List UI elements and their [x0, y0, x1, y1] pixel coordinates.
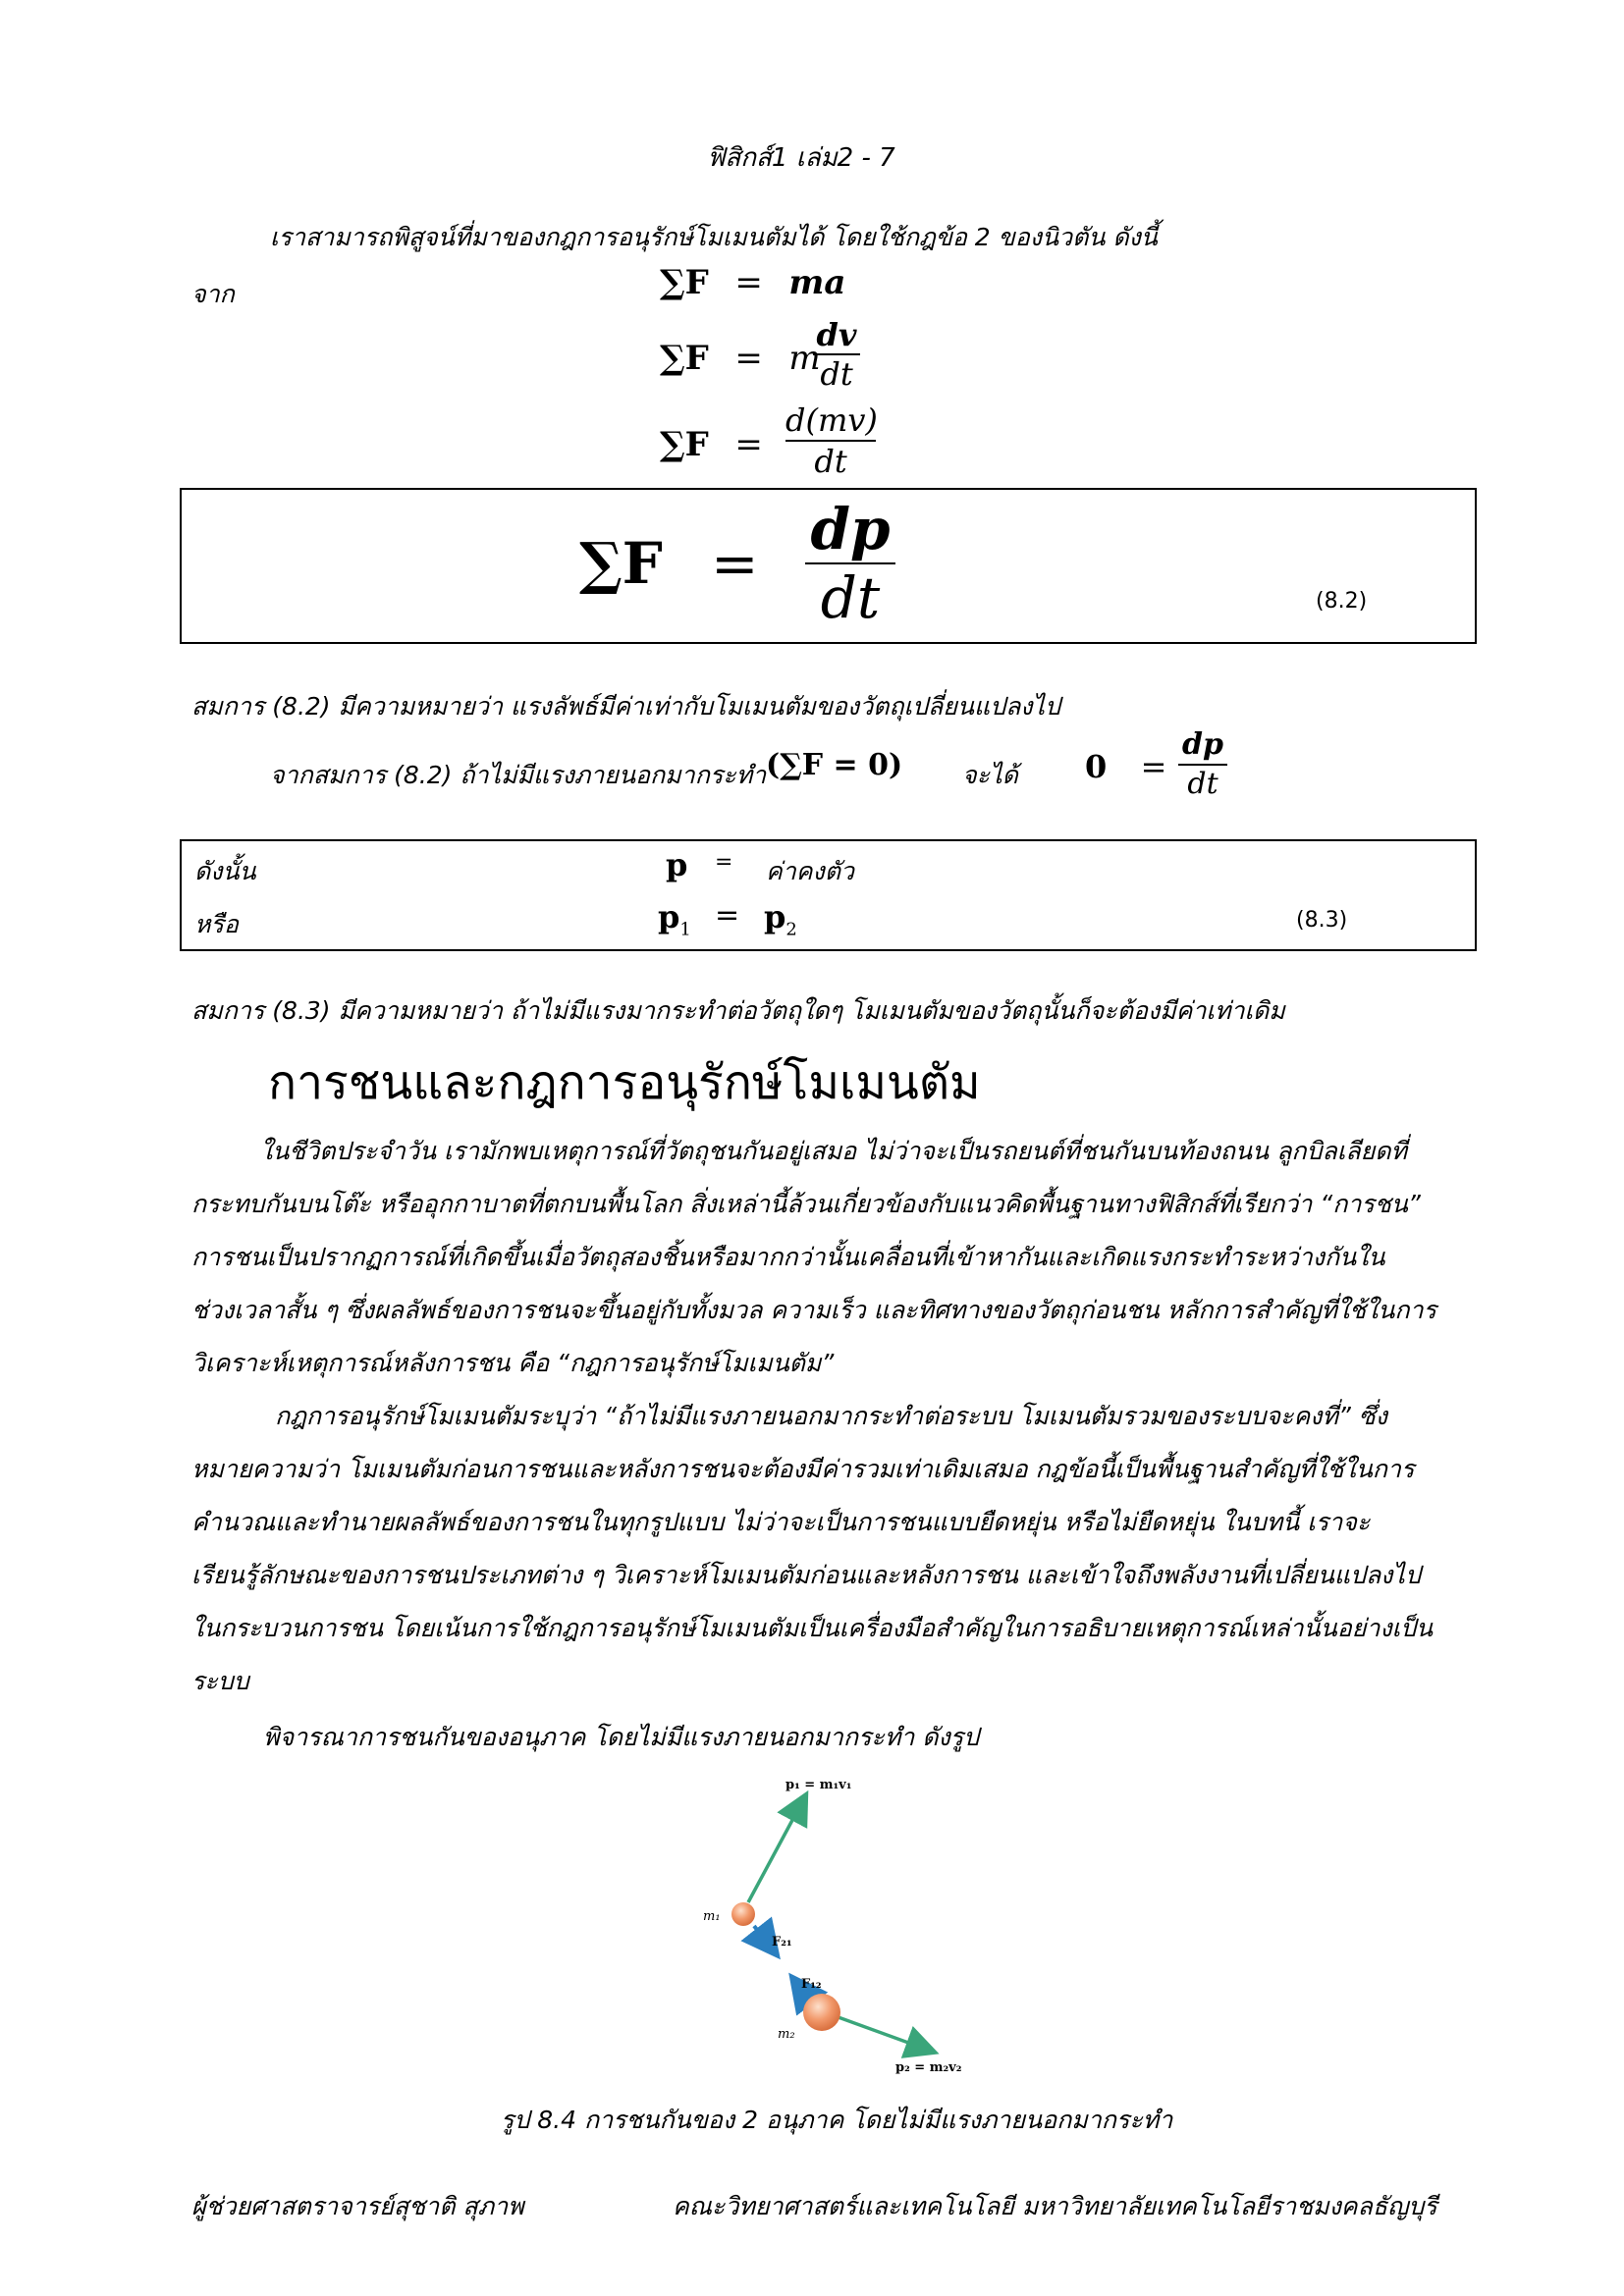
condition: (∑F = 0)	[766, 748, 903, 782]
p2-label: p₂ = m₂v₂	[895, 2060, 962, 2075]
sum-f: ∑F	[660, 263, 709, 302]
paragraph-line: วิเคราะห์เหตุการณ์หลังการชน คือ “กฎการอนุรักษ์โมเมนตัม”	[191, 1349, 835, 1377]
paragraph-line: เรียนรู้ลักษณะของการชนประเภทต่าง ๆ วิเคราะห์โมเมนตัมก่อนและหลังการชน และเข้าใจถึงพลังงานที่เปลี่ยนแปลงไป	[191, 1561, 1421, 1589]
p1-arrow	[748, 1796, 805, 1902]
p1-label: p₁ = m₁v₁	[785, 1778, 852, 1792]
equals-sign: =	[715, 898, 740, 933]
momentum-p1	[658, 898, 691, 939]
particle-m1	[731, 1902, 755, 1926]
subscript: 2	[785, 919, 797, 940]
subscript: 1	[679, 919, 691, 940]
equation-number-8-3: (8.3)	[1296, 908, 1348, 933]
denominator: dt	[785, 440, 876, 481]
equation-number-8-2: (8.2)	[1316, 589, 1368, 614]
f12-label: F₁₂	[801, 1977, 822, 1992]
or-label: หรือ	[194, 910, 239, 938]
denominator: dt	[813, 353, 860, 393]
numerator: dp	[1182, 727, 1223, 762]
momentum-p2	[764, 898, 797, 939]
ma-term: ma	[788, 263, 846, 302]
collision-figure	[677, 1767, 1031, 2091]
paragraph-collision-intro	[191, 1125, 1478, 1390]
paragraph-line: การชนเป็นปรากฏการณ์ที่เกิดขึ้นเมื่อวัตถุสองชิ้นหรือมากกว่านั้นเคลื่อนที่เข้าหากันและเกิดแรงกระทำระหว่างกันใน	[191, 1243, 1385, 1271]
sum-f: ∑F	[579, 530, 663, 597]
fraction-dp-dt-large	[805, 496, 895, 631]
paragraph-line: ช่วงเวลาสั้น ๆ ซึ่งผลลัพธ์ของการชนจะขึ้นอยู่กับทั้งมวล ความเร็ว และทิศทางของวัตถุก่อนชน หลักการสำคัญที่ใช้ในการ	[191, 1296, 1436, 1324]
equals-sign: =	[1140, 748, 1167, 785]
footer-affiliation: คณะวิทยาศาสตร์และเทคโนโลยี มหาวิทยาลัยเทคโนโลยีราชมงคลธัญบุรี	[673, 2192, 1437, 2220]
intro-sentence: เราสามารถพิสูจน์ที่มาของกฎการอนุรักษ์โมเมนตัมได้ โดยใช้กฎข้อ 2 ของนิวตัน ดังนี้	[270, 223, 1158, 251]
momentum-p: p	[666, 846, 688, 883]
numerator: dv	[816, 316, 857, 353]
figure-caption: รูป 8.4 การชนกันของ 2 อนุภาค โดยไม่มีแรงภายนอกมากระทำ	[501, 2106, 1173, 2134]
p2-arrow	[825, 2012, 933, 2052]
sum-f: ∑F	[660, 425, 709, 464]
paragraph-line: กระทบกันบนโต๊ะ หรืออุกกาบาตที่ตกบนพื้นโลก สิ่งเหล่านี้ล้วนเกี่ยวข้องกับแนวคิดพื้นฐานทางฟิสิกส์ที่เรียกว่า “การชน”	[191, 1190, 1421, 1218]
equals-sign: =	[734, 263, 763, 302]
consider-sentence: พิจารณาการชนกันของอนุภาค โดยไม่มีแรงภายนอกมากระทำ ดังรูป	[263, 1723, 980, 1751]
fraction-dv-dt	[813, 316, 860, 393]
denominator: dt	[805, 562, 895, 631]
meaning-8-2: สมการ (8.2) มีความหมายว่า แรงลัพธ์มีค่าเท่ากับโมเมนตัมของวัตถุเปลี่ยนแปลงไป	[191, 692, 1060, 721]
symbol: p	[764, 898, 786, 935]
derivation-line-1	[660, 263, 845, 302]
mass-coef: m	[788, 339, 821, 378]
section-title: การชนและกฎการอนุรักษ์โมเมนตัม	[268, 1055, 981, 1110]
equals-sign: =	[734, 339, 763, 378]
paragraph-line: ในชีวิตประจำวัน เรามักพบเหตุการณ์ที่วัตถุชนกันอยู่เสมอ ไม่ว่าจะเป็นรถยนต์ที่ชนกันบนท้องถนน ลูกบิลเลียดที่	[260, 1137, 1407, 1165]
constant-label: ค่าคงตัว	[766, 857, 854, 885]
equals-sign: =	[710, 530, 759, 597]
paragraph-line: ระบบ	[191, 1667, 249, 1695]
fraction-dmv-dt	[785, 400, 876, 481]
zero-force-text: จากสมการ (8.2) ถ้าไม่มีแรงภายนอกมากระทำ	[270, 761, 767, 789]
paragraph-line: กฎการอนุรักษ์โมเมนตัมระบุว่า “ถ้าไม่มีแรงภายนอกมากระทำต่อระบบ โมเมนตัมรวมของระบบจะคงที่” ซึ่ง	[275, 1402, 1387, 1430]
derivation-line-2	[660, 339, 821, 378]
derivation-line-3	[660, 425, 779, 464]
numerator: dp	[810, 496, 891, 562]
m1-label: m₁	[703, 1909, 721, 1924]
page-header: ฟิสิกส์1 เล่ม2 - 7	[707, 143, 895, 173]
footer-author: ผู้ช่วยศาสตราจารย์สุชาติ สุภาพ	[191, 2192, 524, 2220]
zero-value: 0	[1085, 748, 1108, 785]
fraction-dp-dt-small	[1178, 726, 1227, 803]
f21-label: F₂₁	[772, 1935, 792, 1949]
symbol: p	[658, 898, 680, 935]
paragraph-line: ในกระบวนการชน โดยเน้นการใช้กฎการอนุรักษ์โมเมนตัมเป็นเครื่องมือสำคัญในการอธิบายเหตุการณ์เหล่านั้นอย่างเป็น	[191, 1614, 1434, 1642]
equals-sign-small: =	[715, 850, 733, 875]
denominator: dt	[1178, 764, 1227, 803]
box-equation-lhs	[579, 530, 788, 597]
paragraph-conservation-law	[191, 1390, 1478, 1708]
m2-label: m₂	[778, 2027, 795, 2042]
therefore-label: ดังนั้น	[194, 857, 256, 885]
paragraph-line: คำนวณและทำนายผลลัพธ์ของการชนในทุกรูปแบบ ไม่ว่าจะเป็นการชนแบบยืดหยุ่น หรือไม่ยืดหยุ่น ในบทนี้ เราจะ	[191, 1508, 1371, 1536]
meaning-8-3: สมการ (8.3) มีความหมายว่า ถ้าไม่มีแรงมากระทำต่อวัตถุใดๆ โมเมนตัมของวัตถุนั้นก็จะต้องมีค่าเท่าเดิม	[191, 996, 1285, 1025]
will-get-label: จะได้	[962, 761, 1018, 789]
sum-f: ∑F	[660, 339, 709, 378]
numerator: d(mv)	[785, 401, 878, 439]
from-label: จาก	[191, 280, 235, 308]
zero-force-condition	[766, 748, 902, 782]
particle-m2	[803, 1994, 840, 2031]
equals-sign: =	[734, 425, 763, 464]
paragraph-line: หมายความว่า โมเมนตัมก่อนการชนและหลังการชนจะต้องมีค่ารวมเท่าเดิมเสมอ กฎข้อนี้เป็นพื้นฐานสำคัญที่ใช้ในการ	[191, 1455, 1415, 1483]
